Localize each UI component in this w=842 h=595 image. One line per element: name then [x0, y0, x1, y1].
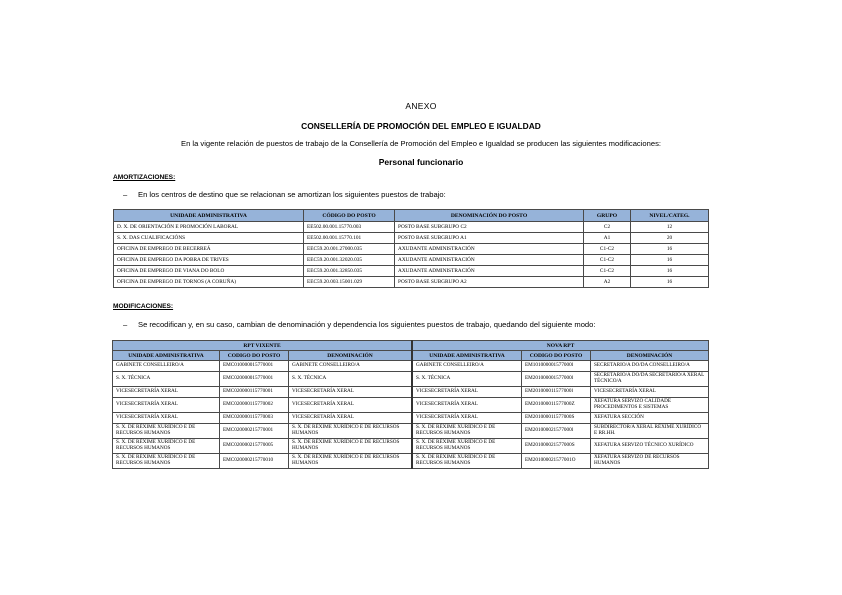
table-cell: EEC59.20.001.32020.035	[304, 255, 395, 266]
section-heading: Personal funcionario	[378, 157, 464, 167]
table-cell: EM201000021577001O	[522, 454, 591, 469]
table-cell: 20	[631, 233, 709, 244]
table-cell: D. X. DE ORIENTACIÓN E PROMOCIÓN LABORAL	[114, 222, 304, 233]
table-cell: EMC020000015770001	[220, 372, 289, 387]
table-cell: AXUDANTE ADMINISTRACIÓN	[395, 266, 584, 277]
table-row	[114, 266, 709, 277]
table-cell: 12	[631, 222, 709, 233]
table-cell: EEC59.20.003.15001.029	[304, 277, 395, 288]
table-cell: SECRETARIO/A DO/DA CONSELLEIRO/A	[591, 361, 709, 372]
table-cell: EM201000001577000l	[522, 372, 591, 387]
table-cell: EMC020000215770005	[220, 439, 289, 454]
table-cell: EM201000011577000S	[522, 413, 591, 424]
column-header: CODIGO DO POSTO	[522, 351, 591, 361]
table-cell: EMC010000015770001	[220, 361, 289, 372]
table-cell: SUBDIRECTOR/A XERAL RÉXIME XURÍDICO E RR.HH.	[591, 424, 709, 439]
table-cell: EE502.00.001.15770.101	[304, 233, 395, 244]
table-cell: XEFATURA SERVIZO TÉCNICO XURÍDICO	[591, 439, 709, 454]
table-cell: C1-C2	[584, 266, 631, 277]
table-cell: VICESECRETARÍA XERAL	[289, 413, 413, 424]
table-cell: OFICINA DE EMPREGO DA POBRA DE TRIVES	[114, 255, 304, 266]
table-cell: S. X. DE RÉXIME XURÍDICO E DE RECURSOS HUMANOS	[289, 439, 413, 454]
table-cell: S. X. DE RÉXIME XURÍDICO E DE RECURSOS HUMANOS	[412, 439, 522, 454]
table-row	[113, 398, 709, 413]
table-cell: A1	[584, 233, 631, 244]
table-cell: EMC020000215770001	[220, 424, 289, 439]
table-cell: 16	[631, 255, 709, 266]
intro-paragraph: En la vigente relación de puestos de trabajo de la Consellería de Promoción del Empleo e Igualdad se producen las siguientes modificaciones:	[181, 139, 661, 148]
table-cell: S. X. TÉCNICA	[412, 372, 522, 387]
table-row	[114, 277, 709, 288]
modificaciones-body	[113, 361, 709, 469]
modificaciones-bullet	[123, 320, 595, 329]
table-cell: POSTO BASE SUBGRUPO C2	[395, 222, 584, 233]
column-header: UNIDADE ADMINISTRATIVA	[114, 210, 304, 222]
modificaciones-label: MODIFICACIONES:	[113, 303, 174, 310]
table-row	[113, 372, 709, 387]
table-header-row	[114, 210, 709, 222]
table-cell: 16	[631, 244, 709, 255]
table-cell: SECRETARIO/A DO/DA SECRETARIO/A XERAL TÉCNICO/A	[591, 372, 709, 387]
table-cell: VICESECRETARÍA XERAL	[412, 387, 522, 398]
table-cell: S. X. TÉCNICA	[289, 372, 413, 387]
table-cell: S. X. DE RÉXIME XURÍDICO E DE RECURSOS HUMANOS	[289, 454, 413, 469]
group-header-new: NOVA RPT	[412, 341, 709, 351]
table-header-row	[113, 351, 709, 361]
table-cell: S. X. DE RÉXIME XURÍDICO E DE RECURSOS HUMANOS	[113, 454, 220, 469]
table-row	[114, 222, 709, 233]
column-header: CÓDIGO DO POSTO	[304, 210, 395, 222]
document-title: ANEXO	[405, 101, 437, 111]
table-cell: GABINETE CONSELLEIRO/A	[113, 361, 220, 372]
table-cell: S. X. DAS CUALIFICACIÓNS	[114, 233, 304, 244]
table-cell: POSTO BASE SUBGRUPO A2	[395, 277, 584, 288]
table-row	[114, 233, 709, 244]
table-row	[113, 424, 709, 439]
table-cell: VICESECRETARÍA XERAL	[412, 398, 522, 413]
table-cell: GABINETE CONSELLEIRO/A	[412, 361, 522, 372]
table-cell: C1-C2	[584, 255, 631, 266]
table-cell: GABINETE CONSELLEIRO/A	[289, 361, 413, 372]
amortizaciones-bullet	[123, 190, 446, 199]
table-cell: OFICINA DE EMPREGO DE VIANA DO BOLO	[114, 266, 304, 277]
table-cell: S. X. TÉCNICA	[113, 372, 220, 387]
table-row	[113, 387, 709, 398]
table-cell: VICESECRETARÍA XERAL	[591, 387, 709, 398]
table-cell: VICESECRETARÍA XERAL	[113, 398, 220, 413]
column-header: DENOMINACIÓN	[591, 351, 709, 361]
column-header: DENOMINACIÓN	[289, 351, 413, 361]
table-cell: EE502.00.001.15770.003	[304, 222, 395, 233]
group-header-old: RPT VIXENTE	[113, 341, 413, 351]
table-cell: EMC020000215770010	[220, 454, 289, 469]
table-cell: VICESECRETARÍA XERAL	[289, 387, 413, 398]
group-header-row	[113, 341, 709, 351]
table-cell: XEFATURA SERVIZO CALIDADE PROCEDIMENTOS E SISTEMAS	[591, 398, 709, 413]
amortizaciones-text: En los centros de destino que se relacionan se amortizan los siguientes puestos de trabajo:	[138, 190, 446, 199]
table-cell: POSTO BASE SUBGRUPO A1	[395, 233, 584, 244]
column-header: GRUPO	[584, 210, 631, 222]
table-cell: EMC020000115770003	[220, 413, 289, 424]
table-cell: EM201000021577000S	[522, 439, 591, 454]
table-cell: EMC020000115770001	[220, 387, 289, 398]
column-header: DENOMINACIÓN DO POSTO	[395, 210, 584, 222]
table-cell: C1-C2	[584, 244, 631, 255]
table-cell: VICESECRETARÍA XERAL	[113, 387, 220, 398]
column-header: CODIGO DO POSTO	[220, 351, 289, 361]
table-cell: AXUDANTE ADMINISTRACIÓN	[395, 244, 584, 255]
table-cell: AXUDANTE ADMINISTRACIÓN	[395, 255, 584, 266]
table-cell: EM101000001577000l	[522, 361, 591, 372]
amortizaciones-table	[113, 209, 709, 288]
table-cell: EM201000021577000l	[522, 424, 591, 439]
modificaciones-table	[112, 340, 709, 469]
table-cell: C2	[584, 222, 631, 233]
table-cell: S. X. DE RÉXIME XURÍDICO E DE RECURSOS HUMANOS	[412, 424, 522, 439]
table-cell: A2	[584, 277, 631, 288]
table-cell: EEC59.20.001.27000.035	[304, 244, 395, 255]
table-cell: VICESECRETARÍA XERAL	[113, 413, 220, 424]
table-cell: OFICINA DE EMPREGO DE TORNOS (A CORUÑA)	[114, 277, 304, 288]
table-cell: XEFATURA SERVIZO DE RECURSOS HUMANOS	[591, 454, 709, 469]
table-cell: S. X. DE RÉXIME XURÍDICO E DE RECURSOS HUMANOS	[113, 424, 220, 439]
table-cell: VICESECRETARÍA XERAL	[412, 413, 522, 424]
table-cell: S. X. DE RÉXIME XURÍDICO E DE RECURSOS HUMANOS	[113, 439, 220, 454]
table-cell: EMC020000115770002	[220, 398, 289, 413]
table-cell: VICESECRETARÍA XERAL	[289, 398, 413, 413]
table-cell: 16	[631, 266, 709, 277]
amortizaciones-body	[114, 222, 709, 288]
table-cell: S. X. DE RÉXIME XURÍDICO E DE RECURSOS HUMANOS	[289, 424, 413, 439]
column-header: NIVEL/CATEG.	[631, 210, 709, 222]
table-row	[113, 454, 709, 469]
table-row	[114, 255, 709, 266]
table-cell: S. X. DE RÉXIME XURÍDICO E DE RECURSOS HUMANOS	[412, 454, 522, 469]
table-row	[113, 413, 709, 424]
dash-marker: –	[123, 320, 128, 329]
table-row	[113, 361, 709, 372]
table-cell: EEC59.20.001.32850.035	[304, 266, 395, 277]
table-row	[113, 439, 709, 454]
dash-marker: –	[123, 190, 128, 199]
table-cell: OFICINA DE EMPREGO DE BECERREÁ	[114, 244, 304, 255]
modificaciones-text: Se recodifican y, en su caso, cambian de denominación y dependencia los siguientes puestos de trabajo, quedando del siguiente modo:	[138, 320, 596, 329]
column-header: UNIDADE ADMINISTRATIVA	[412, 351, 522, 361]
table-cell: XEFATURA SECCIÓN	[591, 413, 709, 424]
table-cell: EM201000011577000Z	[522, 398, 591, 413]
ministry-heading: CONSELLERÍA DE PROMOCIÓN DEL EMPLEO E IGUALDAD	[301, 121, 541, 131]
column-header: UNIDADE ADMINISTRATIVA	[113, 351, 220, 361]
amortizaciones-label: AMORTIZACIONES:	[113, 174, 176, 181]
table-cell: EM201000011577000l	[522, 387, 591, 398]
table-cell: 16	[631, 277, 709, 288]
table-row	[114, 244, 709, 255]
